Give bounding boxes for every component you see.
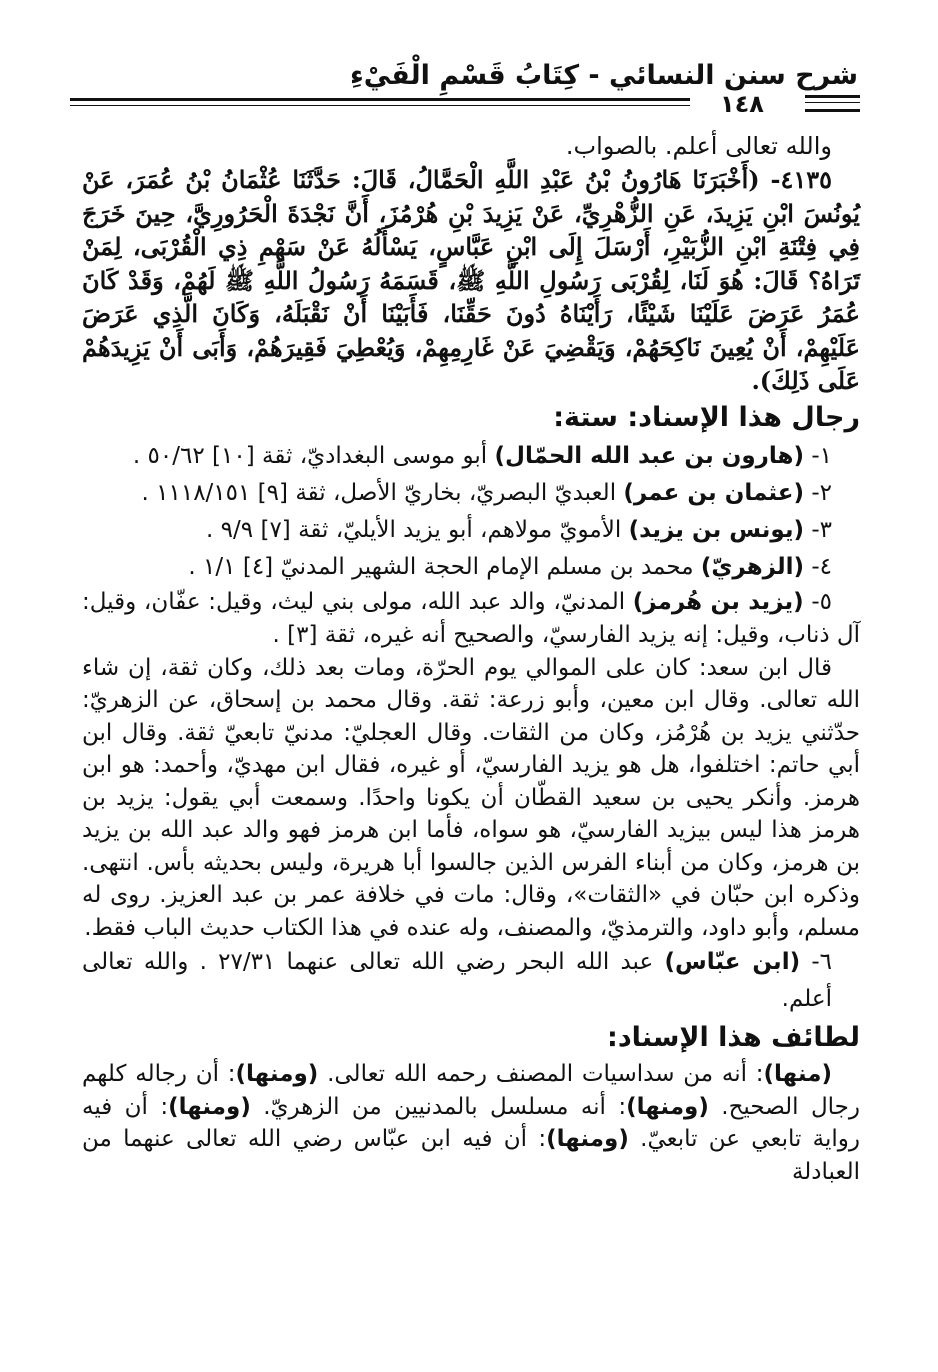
narrator-name: (يونس بن يزيد) <box>628 516 805 543</box>
closing-line: والله تعالى أعلم. بالصواب. <box>565 132 832 160</box>
lataif-text: : أن فيه رواية تابعي عن تابعيّ. <box>82 1093 861 1152</box>
narrator-description: العبديّ البصريّ، بخاريّ الأصل، ثقة [٩] ١١١٨/١٥١ . <box>141 479 624 506</box>
lataif-paragraph <box>82 1058 860 1188</box>
lataif-text: : أنه مسلسل بالمدنيين من الزهريّ. <box>250 1093 627 1120</box>
narrator-description: الأمويّ مولاهم، أبو يزيد الأيليّ، ثقة [٧] ٩/٩ . <box>206 516 629 543</box>
lataif-text: : أن رجاله كلهم رجال الصحيح. <box>82 1061 860 1120</box>
narrator-name: (ابن عبّاس) <box>664 949 801 975</box>
lataif-label: (ومنها) <box>546 1126 629 1152</box>
page-header <box>70 48 858 120</box>
lataif-text: : أنه من سداسيات المصنف رحمه الله تعالى. <box>318 1061 764 1087</box>
lataif-text: : أن فيه ابن عبّاس رضي الله تعالى عنهما من العبادلة <box>82 1126 860 1185</box>
narrator-number: ٣- <box>804 516 832 543</box>
narrator-number: ٥- <box>803 588 832 615</box>
narrator-name: (الزهريّ) <box>700 553 805 580</box>
header-rule <box>805 109 860 112</box>
header-rule <box>70 105 690 106</box>
rijal-heading: رجال هذا الإسناد: ستة: <box>553 401 860 433</box>
narrator-number: ٦- <box>800 949 832 975</box>
narrator-item <box>82 944 860 1018</box>
narrator-name: (هارون بن عبد الله الحمّال) <box>494 442 805 469</box>
narrator-number: ٤- <box>804 553 832 580</box>
header-rule <box>805 102 860 103</box>
narrator-item <box>82 475 860 512</box>
lataif-label: (منها) <box>763 1061 832 1087</box>
narrator-item <box>82 549 860 586</box>
lataif-label: (ومنها) <box>626 1093 709 1120</box>
narrator-name: (يزيد بن هُرمز) <box>632 588 804 615</box>
narrator-item <box>82 438 860 475</box>
narrator-item <box>82 512 860 549</box>
hadith-text: ٤١٣٥- (أَخْبَرَنَا هَارُونُ بْنُ عَبْدِ اللَّهِ الْحَمَّالُ، قَالَ: حَدَّثَنَا عُثْمَانُ بْنُ عُمَرَ، عَنْ يُونُسَ ابْنِ يَزِيدَ، عَنِ الزُّهْرِيِّ، عَنْ يَزِيدَ بْنِ هُرْمُزَ، أَنَّ نَجْدَةَ الْحَرُورِيَّ، حِينَ خَرَجَ فِي فِتْنَةِ ابْنِ الزُّبَيْرِ، أَرْسَلَ إِلَى ابْنِ عَبَّاسٍ، يَسْأَلُهُ عَنْ سَهْمِ ذِي الْقُرْبَى، لِمَنْ تَرَاهُ؟ قَالَ: هُوَ لَنَا، لِقُرْبَى رَسُولِ اللَّهِ ﷺ، قَسَمَهُ رَسُولُ اللَّهِ ﷺ لَهُمْ، وَقَدْ كَانَ عُمَرُ عَرَضَ عَلَيْنَا شَيْئًا، رَأَيْنَاهُ دُونَ حَقِّنَا، فَأَبَيْنَا أَنْ نَقْبَلَهُ، وَكَانَ الَّذِي عَرَضَ عَلَيْهِمْ، أَنْ يُعِينَ نَاكِحَهُمْ، وَيَقْضِيَ عَنْ غَارِمِهِمْ، وَيُعْطِيَ فَقِيرَهُمْ، وَأَبَى أَنْ يَزِيدَهُمْ عَلَى ذَلِكَ). <box>82 165 860 395</box>
narrator-number: ٢- <box>804 479 832 506</box>
narrator-name: (عثمان بن عمر) <box>623 479 805 506</box>
narrator-description: المدنيّ، والد عبد الله، مولى بني ليث، وقيل: عفّان، وقيل: آل ذناب، وقيل: إنه يزيد الفارسيّ، والصحيح أنه غيره، ثقة [٣] . <box>82 588 860 648</box>
narrator-description: محمد بن مسلم الإمام الحجة الشهير المدنيّ [٤] ١/١ . <box>188 553 701 580</box>
lataif-heading: لطائف هذا الإسناد: <box>607 1022 860 1053</box>
running-title: شرح سنن النسائي - كِتَابُ قَسْمِ الْفَيْءِ <box>349 60 858 91</box>
header-rule <box>70 98 690 101</box>
lataif-label: (ومنها) <box>168 1093 251 1120</box>
page-content <box>82 130 860 1188</box>
commentary-paragraph: قال ابن سعد: كان على الموالي يوم الحرّة، ومات بعد ذلك، وكان ثقة، إن شاء الله تعالى. وقال ابن معين، وأبو زرعة: ثقة. وقال محمد بن إسحاق، عن الزهريّ: حدّثني يزيد بن هُرْمُز، وكان من الثقات. وقال العجليّ: مدنيّ تابعيّ ثقة. وقال ابن أبي حاتم: اختلفوا، هل هو يزيد الفارسيّ، أو غيره، فقال ابن مهديّ، وأحمد: هو ابن هرمز. وأنكر يحيى بن سعيد القطّان أن يكونا واحدًا. وسمعت أبي يقول: يزيد بن هرمز هذا ليس بيزيد الفارسيّ، هو سواه، فأما ابن هرمز فهو والد عبد الله بن يزيد بن هرمز، وكان من أبناء الفرس الذين جالسوا أبا هريرة، وليس بحديثه بأس. انتهى. وذكره ابن حبّان في «الثقات»، وقال: مات في خلافة عمر بن عبد العزيز. روى له مسلم، وأبو داود، والترمذيّ، والمصنف، وله عنده في هذا الكتاب حديث الباب فقط. <box>82 654 860 941</box>
header-rule <box>805 95 860 98</box>
narrator-description: أبو موسى البغداديّ، ثقة [١٠] ٥٠/٦٢ . <box>132 442 495 469</box>
narrator-description: عبد الله البحر رضي الله تعالى عنهما ٢٧/٣١ . والله تعالى أعلم. <box>82 949 832 1012</box>
page-number: ١٤٨ <box>720 90 764 118</box>
lataif-label: (ومنها) <box>235 1061 319 1087</box>
narrator-number: ١- <box>804 442 832 469</box>
narrator-item <box>82 586 860 652</box>
